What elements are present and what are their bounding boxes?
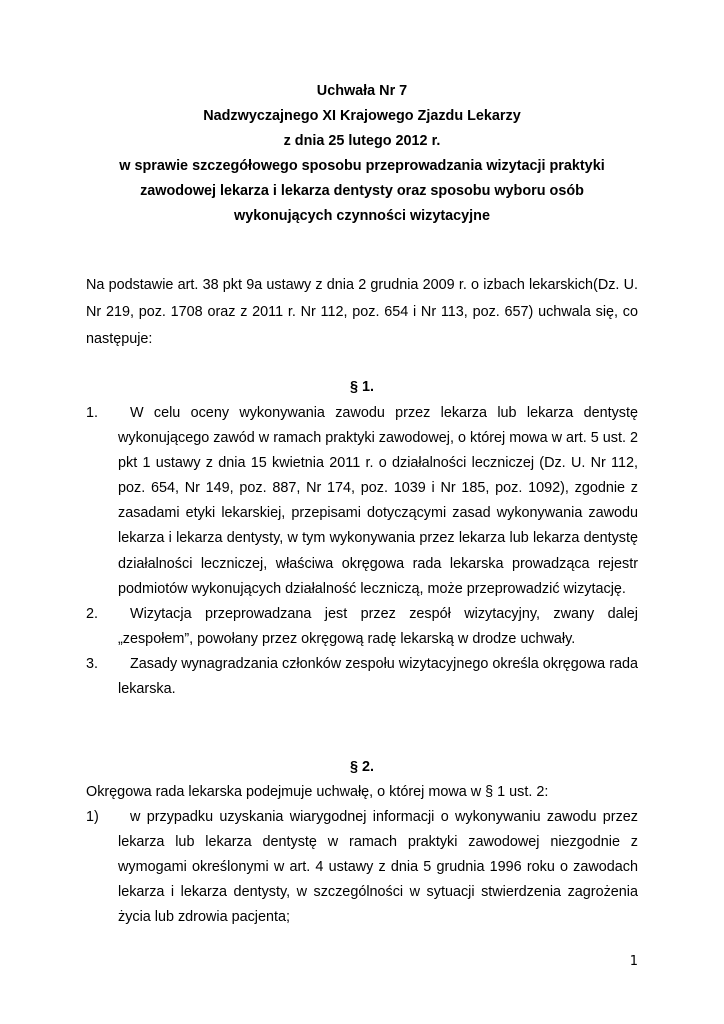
section-1-list — [86, 401, 638, 702]
list-item — [86, 652, 638, 702]
list-item-text: W celu oceny wykonywania zawodu przez lekarza lub lekarza dentystę wykonującego zawód w ramach praktyki zawodowej, o której mowa w art. 5 ust. 2 pkt 1 ustawy z dnia 15 kwietnia 2011 r. o działalności leczniczej (Dz. U. Nr 112, poz. 654, Nr 149, poz. 887, Nr 174, poz. 1039 i Nr 185, poz. 1092), zgodnie z zasadami etyki lekarskiej, przepisami dotyczącymi zasad wykonywania zawodu lekarza i lekarza dentysty, w tym wykonywania przez lekarza lub lekarza dentystę działalności leczniczej, właściwa okręgowa rada lekarska prowadząca rejestr podmiotów wykonujących działalność leczniczą, może przeprowadzić wizytację. — [118, 405, 638, 597]
document-header — [86, 79, 638, 229]
section-1-title: § 1. — [349, 379, 374, 395]
resolution-subject-line2: zawodowej lekarza i lekarza dentysty oraz sposobu wyboru osób — [140, 183, 584, 199]
list-item-number: 1. — [86, 405, 99, 421]
section-2-title: § 2. — [349, 759, 374, 775]
list-item — [86, 401, 638, 602]
list-item — [86, 805, 638, 930]
resolution-subject-line1: w sprawie szczegółowego sposobu przeprowadzania wizytacji praktyki — [119, 158, 605, 174]
list-item-number: 1) — [86, 809, 99, 825]
resolution-date: z dnia 25 lutego 2012 r. — [283, 133, 441, 149]
section-2-list — [86, 805, 638, 930]
section-2-lead: Okręgowa rada lekarska podejmuje uchwałę, o której mowa w § 1 ust. 2: — [86, 784, 549, 800]
list-item-number: 2. — [86, 605, 99, 622]
list-item — [86, 602, 638, 652]
resolution-subject-line3: wykonujących czynności wizytacyjne — [234, 208, 490, 224]
list-item-number: 3. — [86, 655, 99, 672]
resolution-number: Uchwała Nr 7 — [316, 83, 408, 99]
congress-name: Nadzwyczajnego XI Krajowego Zjazdu Lekarzy — [203, 108, 521, 124]
page-number: 1 — [629, 954, 638, 969]
list-item-text: w przypadku uzyskania wiarygodnej informacji o wykonywaniu zawodu przez lekarza lub lekarza dentystę w ramach praktyki zawodowej niezgodnie z wymogami określonymi w art. 4 ustawy z dnia 5 grudnia 1996 roku o zawodach lekarza i lekarza dentysty, w szczególności w sytuacji stwierdzenia zagrożenia życia lub zdrowia pacjenta; — [118, 809, 638, 926]
legal-basis-paragraph: Na podstawie art. 38 pkt 9a ustawy z dnia 2 grudnia 2009 r. o izbach lekarskich(Dz. U. Nr 219, poz. 1708 oraz z 2011 r. Nr 112, poz. 654 i Nr 113, poz. 657) uchwala się, co następuje: — [86, 277, 638, 347]
list-item-text: Wizytacja przeprowadzana jest przez zespół wizytacyjny, zwany dalej „zespołem”, powołany przez okręgową radę lekarską w drodze uchwały. — [118, 605, 638, 647]
list-item-text: Zasady wynagradzania członków zespołu wizytacyjnego określa okręgowa rada lekarska. — [118, 655, 638, 698]
